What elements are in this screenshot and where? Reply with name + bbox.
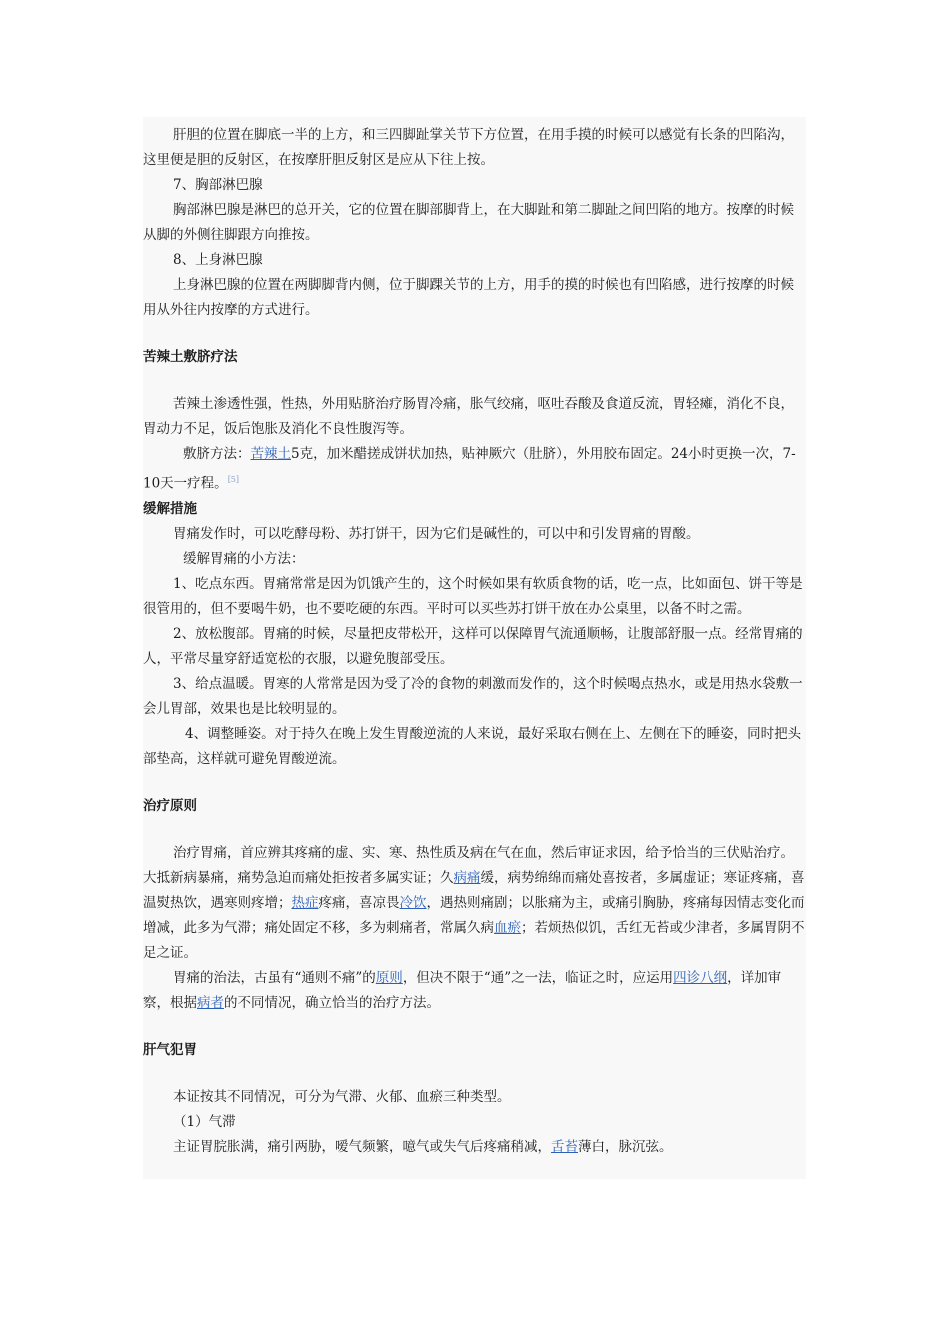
relief-paragraph-1: 胃痛发作时，可以吃酵母粉、苏打饼干，因为它们是碱性的，可以中和引发胃痛的胃酸。 — [173, 525, 700, 542]
heading-kulatu: 苦辣土敷脐疗法 — [143, 349, 238, 365]
principle-text-c: 疼痛，喜凉畏 — [318, 894, 400, 911]
link-rezheng[interactable]: 热症 — [291, 894, 319, 911]
principle-text-d: ，遇热则痛剧；以胀痛为主，或痛引胸胁，疼痛每因情志变化而增减，此多为气滞；痛处固定不移，多为刺痛者，常属久病 — [143, 894, 805, 936]
principle-paragraph-2 — [143, 966, 806, 1016]
relief-item-2: 2、放松腹部。胃痛的时候，尽量把皮带松开，这样可以保障胃气流通顺畅，让腹部舒服一点。经常胃痛的人，平常尽量穿舒适宽松的衣服，以避免腹部受压。 — [143, 625, 803, 667]
principle-paragraph-1 — [143, 841, 806, 966]
principle2-text-d: 的不同情况，确立恰当的治疗方法。 — [224, 994, 440, 1011]
liver-qi-paragraph-3 — [143, 1135, 806, 1160]
link-yuanze[interactable]: 原则 — [375, 969, 403, 986]
principle-text-a: 治疗胃痛，首应辨其疼痛的虚、实、寒、热性质及病在气在血，然后审证求因，给予恰当的三伏贴治疗。大抵新病暴痛，痛势急迫而痛处拒按者多属实证；久 — [143, 844, 794, 886]
liver-qi-text-a: 主证胃脘胀满，痛引两胁，嗳气频繁，噫气或失气后疼痛稍减， — [173, 1138, 551, 1155]
relief-item-1: 1、吃点东西。胃痛常常是因为饥饿产生的，这个时候如果有软质食物的话，吃一点，比如面包、饼干等是很管用的，但不要喝牛奶，也不要吃硬的东西。平时可以买些苏打饼干放在办公桌里，以备不时之需。 — [143, 575, 803, 617]
heading-principle: 治疗原则 — [143, 797, 197, 814]
relief-paragraph-2: 缓解胃痛的小方法： — [183, 550, 305, 567]
item-7-body: 胸部淋巴腺是淋巴的总开关，它的位置在脚部脚背上，在大脚趾和第二脚趾之间凹陷的地方。按摩的时候从脚的外侧往脚跟方向推按。 — [143, 202, 794, 243]
relief-item-3: 3、给点温暖。胃寒的人常常是因为受了冷的食物的刺激而发作的，这个时候喝点热水，或是用热水袋敷一会儿胃部，效果也是比较明显的。 — [143, 675, 803, 717]
liver-qi-paragraph-1: 本证按其不同情况，可分为气滞、火郁、血瘀三种类型。 — [173, 1088, 511, 1105]
item-8-title: 8、上身淋巴腺 — [173, 252, 263, 268]
principle2-text-c: ，详加审察，根据 — [143, 969, 782, 1011]
heading-relief: 缓解措施 — [143, 500, 197, 517]
heading-liver-qi: 肝气犯胃 — [143, 1041, 197, 1058]
liver-gallbladder-paragraph: 肝胆的位置在脚底一半的上方，和三四脚趾掌关节下方位置，在用手摸的时候可以感觉有长条的凹陷沟，这里便是胆的反射区，在按摩肝胆反射区是应从下往上按。 — [143, 127, 794, 168]
link-bingtong[interactable]: 病痛 — [453, 869, 481, 886]
principle2-text-b: ，但决不限于“通”之一法，临证之时，应运用 — [402, 969, 674, 986]
kulatu-paragraph: 苦辣土渗透性强，性热，外用贴脐治疗肠胃冷痛，胀气绞痛，呕吐吞酸及食道反流，胃轻瘫，消化不良，胃动力不足，饭后饱胀及消化不良性腹泻等。 — [143, 396, 794, 437]
item-8-body: 上身淋巴腺的位置在两脚脚背内侧，位于脚踝关节的上方，用手的摸的时候也有凹陷感，进行按摩的时候用从外往内按摩的方式进行。 — [143, 277, 794, 318]
principle-text-e: ；若烦热似饥，舌红无苔或少津者，多属胃阴不足之证。 — [143, 919, 805, 961]
reference-mark[interactable]: [5] — [227, 475, 240, 484]
liver-qi-paragraph-2: （1）气滞 — [173, 1113, 236, 1130]
link-bingzhe[interactable]: 病者 — [197, 994, 224, 1011]
document-page — [143, 117, 806, 1179]
relief-item-4: 4、调整睡姿。对于持久在晚上发生胃酸逆流的人来说，最好采取右侧在上、左侧在下的睡姿，同时把头部垫高，这样就可避免胃酸逆流。 — [143, 725, 802, 767]
link-kulatu[interactable]: 苦辣土 — [250, 446, 291, 462]
link-sizhenbagang[interactable]: 四诊八纲 — [673, 969, 728, 986]
liver-qi-text-b: 薄白，脉沉弦。 — [578, 1138, 673, 1155]
link-xueyu[interactable]: 血瘀 — [494, 919, 521, 936]
item-7-title: 7、胸部淋巴腺 — [173, 177, 263, 193]
link-shetai[interactable]: 舌苔 — [551, 1138, 578, 1155]
principle2-text-a: 胃痛的治法，古虽有“通则不痛”的 — [173, 969, 376, 986]
fuqi-text-a: 敷脐方法： — [183, 446, 251, 462]
link-lengyin[interactable]: 冷饮 — [399, 894, 427, 911]
fuqi-method-paragraph — [143, 442, 806, 497]
principle-text-b: 缓，病势绵绵而痛处喜按者，多属虚证；寒证疼痛，喜温熨热饮，遇寒则疼增； — [143, 869, 805, 911]
fuqi-text-b: 5克，加米醋搓成饼状加热，贴神厥穴（肚脐），外用胶布固定。24小时更换一次，7-10天一疗程。 — [143, 446, 796, 492]
